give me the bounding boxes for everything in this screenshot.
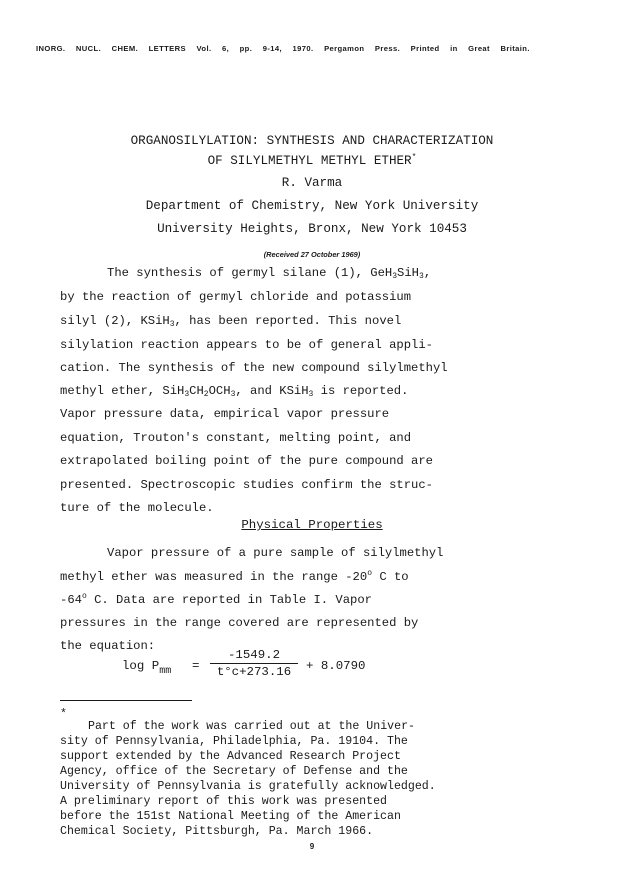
publisher: Pergamon Press. <box>324 44 401 53</box>
abstract-line-3: silyl (2), KSiH$_3$, has been reported. This novel <box>60 314 402 329</box>
abstract-line-5: cation. The synthesis of the new compound silylmethyl <box>60 361 448 375</box>
abstract-line-7: Vapor pressure data, empirical vapor pressure <box>60 407 390 421</box>
printed-in: Printed in Great Britain. <box>410 44 530 53</box>
abstract-line-4: silylation reaction appears to be of general appli- <box>60 338 433 352</box>
footnote-rule <box>60 700 192 701</box>
equation-equals: = <box>192 659 200 673</box>
footnote-marker: * <box>60 708 67 721</box>
paper-title-text: OF SILYLMETHYL METHYL ETHER <box>207 154 412 168</box>
equation-rhs: + 8.0790 <box>306 659 366 673</box>
section-line-2: methyl ether was measured in the range -20$^o$ C to <box>60 569 409 584</box>
author-name: R. Varma <box>281 176 343 190</box>
section-line-1: Vapor pressure of a pure sample of silylmethyl <box>107 546 444 560</box>
section-line-3: -64$^o$ C. Data are reported in Table I. Vapor <box>60 592 372 607</box>
footnote-line-4: Agency, office of the Secretary of Defense and the <box>60 765 408 778</box>
affiliation-line-1: Department of Chemistry, New York University <box>145 199 479 213</box>
affiliation-line-2: University Heights, Bronx, New York 10453 <box>157 222 467 236</box>
footnote-line-5: University of Pennsylvania is gratefully acknowledged. <box>60 780 436 793</box>
running-header <box>36 44 530 53</box>
footnote-line-8: Chemical Society, Pittsburgh, Pa. March 1966. <box>60 825 374 838</box>
abstract-line-11: ture of the molecule. <box>60 501 214 515</box>
abstract-line-6: methyl ether, $SiH_3CH_2OCH_3$, and KSiH$_3$ is reported. <box>60 384 409 399</box>
equation-numerator: -1549.2 <box>210 648 298 664</box>
volume-info: Vol. 6, pp. 9-14, 1970. <box>196 44 314 53</box>
page-number: 9 <box>309 842 315 851</box>
paper-title-line-2 <box>0 154 624 168</box>
equation-lhs: $\log P_{mm}$ <box>122 659 172 677</box>
footnote-mark: * <box>411 153 417 162</box>
footnote-line-6: A preliminary report of this work was presented <box>60 795 387 808</box>
abstract-line-2: by the reaction of germyl chloride and potassium <box>60 290 412 304</box>
footnote-line-7: before the 151st National Meeting of the American <box>60 810 401 823</box>
abstract-line-9: extrapolated boiling point of the pure compound are <box>60 454 433 468</box>
footnote-line-1: Part of the work was carried out at the Univer- <box>88 720 415 733</box>
footnote-line-2: sity of Pennsylvania, Philadelphia, Pa. 19104. The <box>60 735 408 748</box>
footnote-line-3: support extended by the Advanced Research Project <box>60 750 401 763</box>
abstract-line-8: equation, Trouton's constant, melting point, and <box>60 431 412 445</box>
journal-name: INORG. NUCL. CHEM. LETTERS <box>36 44 186 53</box>
section-line-4: pressures in the range covered are represented by <box>60 616 419 630</box>
abstract-line-1: The synthesis of germyl silane (1), GeH$_3$SiH$_3$, <box>107 266 432 281</box>
section-line-5: the equation: <box>60 639 156 653</box>
paper-title-line-1: ORGANOSILYLATION: SYNTHESIS AND CHARACTERIZATION <box>130 134 494 148</box>
section-heading: Physical Properties <box>241 518 383 532</box>
received-date: (Received 27 October 1969) <box>263 250 361 259</box>
abstract-line-10: presented. Spectroscopic studies confirm the struc- <box>60 478 433 492</box>
equation-fraction <box>210 648 298 679</box>
equation-denominator: t°c+273.16 <box>216 665 292 679</box>
